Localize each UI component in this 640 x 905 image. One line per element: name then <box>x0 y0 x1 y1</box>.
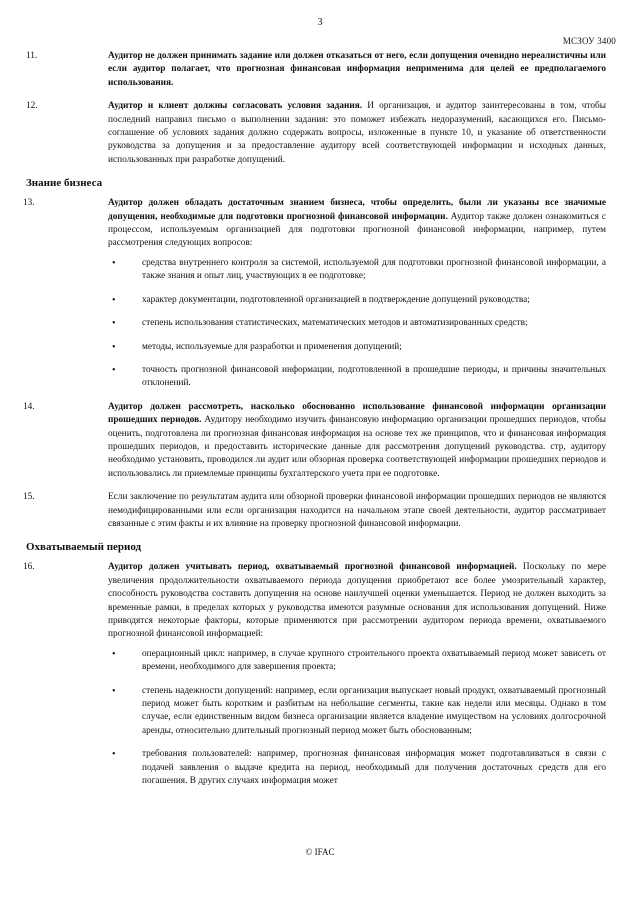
list-item: • методы, используемые для разработки и применения допущений; <box>112 341 402 353</box>
bullet-icon: • <box>112 257 116 269</box>
list-item: • степень надежности допущений: например, если организация выпускает новый продукт, охватываемый прогнозный период может быть коротким и разбитым на небольшие сегменты, такие как недели или месяцы. Однако в том случае, если единственным видом бизнеса организации является владение имуществом на условиях долгосрочной аренды, относительно длительный прогнозный период может быть обоснованным; <box>112 685 606 736</box>
bullet-icon: • <box>112 685 116 697</box>
bullet-icon: • <box>112 648 116 660</box>
paragraph-number: 11. <box>26 51 38 61</box>
copyright-footer: © IFAC <box>305 847 335 857</box>
paragraph-number: 13. <box>23 198 35 209</box>
bullet-list <box>108 257 606 391</box>
paragraph-bold-text: Аудитор и клиент должны согласовать условия задания. <box>108 101 363 112</box>
paragraph-text: Если заключение по результатам аудита или обзорной проверки финансовой информации прошедших периодов не являются немодифицированными или если организация находится на начальном этапе своей деятельности, аудитор рассматривает связанные с этим факты и их влияние на проверку прогнозной финансовой информации. <box>108 492 606 529</box>
bullet-icon: • <box>112 294 116 306</box>
paragraph-11 <box>26 50 606 90</box>
bullet-list <box>108 648 606 789</box>
section-heading-business: Знание бизнеса <box>26 177 103 190</box>
bullet-icon: • <box>112 749 116 761</box>
paragraph-14 <box>23 401 606 481</box>
bullet-icon: • <box>112 341 116 353</box>
paragraph-16 <box>23 561 606 788</box>
list-item: • характер документации, подготовленной организацией в подтверждение допущений руководства; <box>112 294 530 306</box>
standard-code: МСЗОУ 3400 <box>562 36 616 46</box>
page-number: 3 <box>317 17 323 28</box>
paragraph-bold-text: Аудитор не должен принимать задание или должен отказаться от него, если допущения очевидно нереалистичны или если аудитор полагает, что прогнозная финансовая информация неприменима для целей ее предполагаемого использования. <box>108 51 606 88</box>
paragraph-text: Аудитору необходимо изучить финансовую информацию организации прошедших периодов, чтобы оценить, подготовлена ли прогнозная финансовая информация на основе тех же принципов, что и финансовая информация прошедших периодов, и предоставить исторические данные для рассмотрения допущений руководства. стр, аудитору необходимо установить, проводился ли аудит или обзорная проверка соответствующей информации прошедших периодов и использовались ли приемлемые принципы бухгалтерского учета при ее подготовке. <box>108 415 606 479</box>
list-item: • требования пользователей: например, прогнозная финансовая информация может подготавливаться в связи с подачей заявления о выдаче кредита на период, необходимый для получения достаточных средств для его погашения. В других случаях информация может <box>112 749 606 787</box>
list-item: • точность прогнозной финансовой информации, подготовленной в прошедшие периоды, и причины значительных отклонений. <box>112 364 606 389</box>
paragraph-15 <box>23 491 606 531</box>
paragraph-text: Аудитор также должен ознакомиться с процессом, используемым организацией для подготовки прогнозной финансовой информации, например, путем рассмотрения следующих вопросов: <box>108 211 606 249</box>
list-item: • средства внутреннего контроля за системой, используемой для подготовки прогнозной финансовой информации, а также знания и опыт лиц, участвующих в ее подготовке; <box>112 257 606 282</box>
paragraph-number: 15. <box>23 492 35 503</box>
paragraph-bold-text: Аудитор должен учитывать период, охватываемый прогнозной финансовой информацией. <box>108 562 517 573</box>
paragraph-number: 14. <box>23 401 35 412</box>
paragraph-number: 16. <box>23 562 35 573</box>
paragraph-13 <box>23 197 606 390</box>
list-item: • операционный цикл: например, в случае крупного строительного проекта охватываемый период может зависеть от времени, необходимого для завершения проекта; <box>112 648 606 673</box>
list-item: • степень использования статистических, математических методов и автоматизированных средств; <box>112 318 528 330</box>
bullet-icon: • <box>112 318 116 330</box>
paragraph-number: 12. <box>26 101 38 112</box>
paragraph-12 <box>26 100 606 167</box>
paragraph-bold-text: Аудитор должен обладать достаточным знанием бизнеса, чтобы определить, были ли указаны все значимые допущения, необходимые для подготовки прогнозной финансовой информации. <box>108 198 606 222</box>
paragraph-bold-text: Аудитор должен рассмотреть, насколько обоснованно использование финансовой информации организации прошедших периодов. <box>108 401 606 426</box>
paragraph-text: И организация, и аудитор заинтересованы в том, чтобы последний направил письмо о выполнении задания: это поможет избежать недоразумений, касающихся его. Письмо-соглашение об условиях задания должно содержать вопросы, изложенные в пункте 10, и указание об ответственности руководства за допущения и за предоставление аудитору всей соответствующей информации и исходных данных, использованных при разработке допущений. <box>108 101 606 165</box>
section-heading-period: Охватываемый период <box>26 541 142 554</box>
bullet-icon: • <box>112 364 116 376</box>
paragraph-text: Поскольку по мере увеличения продолжительности охватываемого периода допущения приобретают все более умозрительный характер, способность руководства составить допущения на основе наилучшей оценки уменьшается. Период не должен выходить за временные рамки, в пределах которых у руководства имеются разумные основания для использования допущений. Ниже приводятся некоторые факторы, которые применяются при рассмотрении аудитором периода времени, охватываемого прогнозной финансовой информацией: <box>108 562 606 640</box>
document-body <box>23 50 606 798</box>
